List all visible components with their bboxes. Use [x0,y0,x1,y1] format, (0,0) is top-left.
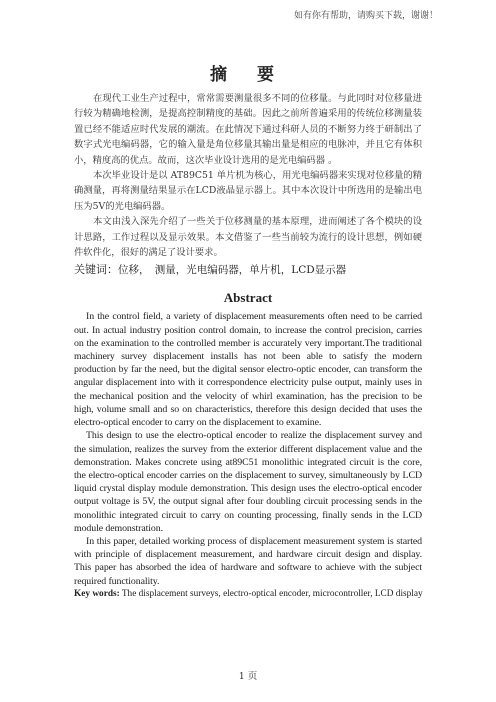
keywords-en [74,588,422,601]
abstract-en-paragraph-3: In this paper, detailed working process of displacement measurement system is started with principle of displacement measurement, and hardware circuit design and display. This paper has absorbed the idea of hardware and software to achieve with the subject required functionality. [74,535,422,587]
keywords-en-label: Key words: [74,588,120,599]
abstract-cn-paragraph-1: 在现代工业生产过程中，常常需要测量很多不同的位移量。与此同时对位移量进行较为精确地检测，是提高控制精度的基础。因此之前所普遍采用的传统位移测量装置已经不能适应时代发展的潮流。在此情况下通过科研人员的不断努力终于研制出了数字式光电编码器，它的输入量是角位移量其输出量是相应的电脉冲，并且它有体积小，精度高的优点。故而，这次毕业设计选用的是光电编码器 。 [74,93,422,166]
header-note: 如有你有帮助，请购买下载，谢谢！ [293,11,438,21]
keywords-cn-values: 位移， 测量，光电编码器，单片机，LCD显示器 [118,264,347,277]
abstract-en-paragraph-1: In the control field, a variety of displacement measurements often need to be carried out. In actual industry position control domain, to increase the control precision, carries on the examination to the controlled member is accurately very important.The traditional machinery survey displacement installs has not been able to satisfy the modern production by far the need, but the digital sensor electro-optic encoder, can transform the angular displacement into with it correspondence electricity pulse output, mainly uses in the mechanical position and the velocity of whirl examination, has the precision to be high, volume small and so on characteristics, therefore this design decided that uses the electro-optical encoder to carry on the displacement to examine. [74,311,422,429]
abstract-en-title: Abstract [223,290,273,306]
abstract-en-paragraph-2: This design to use the electro-optical encoder to realize the displacement survey and the simulation, realizes the survey from the exterior different displacement value and the demonstration. Makes concrete using at89C51 monolithic integrated circuit is the core, the electro-optical encoder carries on the displacement to survey, simultaneously by LCD liquid crystal display module demonstration. This design uses the electro-optical encoder output voltage is 5V, the output signal after four doubling circuit processing sends in the monolithic integrated circuit to carry on counting processing, finally sends in the LCD module demonstration. [74,430,422,534]
document-body [74,60,422,601]
abstract-cn-paragraph-3: 本文由浅入深先介绍了一些关于位移测量的基本原理，进而阐述了各个模块的设计思路，工作过程以及显示效果。本文借鉴了一些当前较为流行的设计思想，例如硬件软件化，很好的满足了设计要求。 [74,216,422,259]
abstract-cn-paragraph-2: 本次毕业设计是以 AT89C51 单片机为核心，用光电编码器来实现对位移量的精确测量，再将测量结果显示在LCD液晶显示器上。其中本次设计中所选用的是输出电压为5V的光电编码器。 [74,170,422,212]
keywords-cn-label: 关键词： [74,263,118,277]
page-number: 1 页 [238,671,258,682]
keywords-en-values: The displacement surveys, electro-optical encoder, microcontroller, LCD display [121,588,423,599]
keywords-cn [74,262,422,278]
abstract-cn-title: 摘 要 [210,65,286,85]
